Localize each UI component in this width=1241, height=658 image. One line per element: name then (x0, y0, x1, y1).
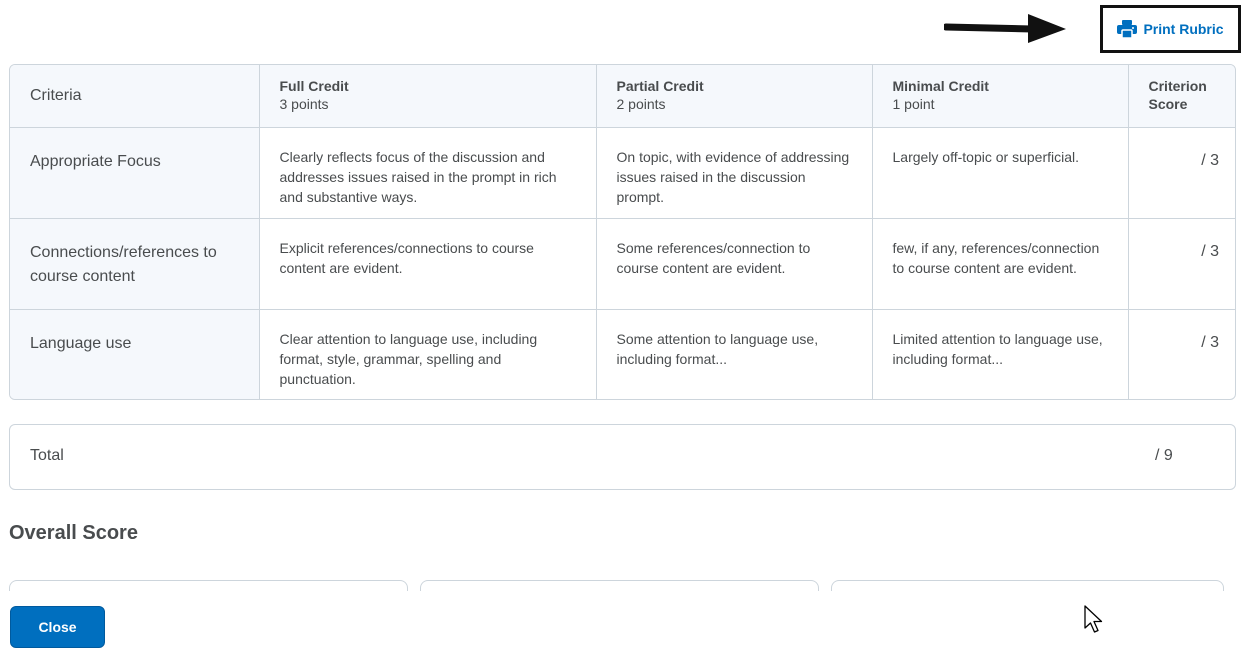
level-description: Some attention to language use, including format... (596, 309, 872, 400)
level-description: Some references/connection to course content are evident. (596, 218, 872, 309)
level-name: Full Credit (279, 78, 349, 94)
criterion-score-label: Criterion Score (1148, 78, 1207, 112)
total-label: Total (30, 447, 64, 464)
level-points: 2 points (616, 96, 666, 112)
level-description: Clear attention to language use, including format, style, grammar, spelling and punctuation. (259, 309, 596, 400)
level-header-partial-credit (596, 65, 872, 127)
total-score: / 9 (1155, 447, 1173, 464)
level-description: few, if any, references/connection to course content are evident. (872, 218, 1128, 309)
rubric-table (9, 64, 1236, 400)
print-rubric-button[interactable] (1100, 5, 1241, 53)
criterion-row-appropriate-focus (10, 127, 1236, 218)
criterion-score-header (1128, 65, 1236, 127)
level-points: 3 points (279, 96, 329, 112)
level-points: 1 point (892, 96, 935, 112)
total-row (9, 424, 1236, 490)
arrow-right-icon (944, 12, 1068, 44)
criterion-row-language-use (10, 309, 1236, 400)
rubric-header-row (10, 65, 1236, 127)
printer-icon (1117, 20, 1137, 38)
criterion-score: / 3 (1128, 218, 1236, 309)
mouse-pointer-icon (1084, 605, 1104, 634)
level-header-minimal-credit (872, 65, 1128, 127)
level-name: Minimal Credit (892, 78, 989, 94)
close-button[interactable]: Close (10, 606, 105, 648)
level-description: Clearly reflects focus of the discussion and addresses issues raised in the prompt in rich and substantive ways. (259, 127, 596, 218)
criterion-score: / 3 (1201, 333, 1219, 351)
criterion-name: Connections/references to course content (10, 218, 259, 309)
level-name: Partial Credit (616, 78, 704, 94)
level-header-full-credit (259, 65, 596, 127)
criteria-header: Criteria (10, 65, 259, 127)
level-description: Explicit references/connections to course content are evident. (259, 218, 596, 309)
criterion-name: Appropriate Focus (10, 127, 259, 218)
print-rubric-label: Print Rubric (1143, 21, 1224, 37)
overall-score-heading: Overall Score (9, 522, 138, 544)
level-description: On topic, with evidence of addressing issues raised in the discussion prompt. (596, 127, 872, 218)
dialog-footer (0, 591, 1241, 658)
criterion-row-connections (10, 218, 1236, 309)
level-description: Largely off-topic or superficial. (872, 127, 1128, 218)
level-description: Limited attention to language use, including format... (872, 309, 1128, 400)
criterion-name: Language use (10, 309, 259, 400)
criterion-score: / 3 (1128, 127, 1236, 218)
